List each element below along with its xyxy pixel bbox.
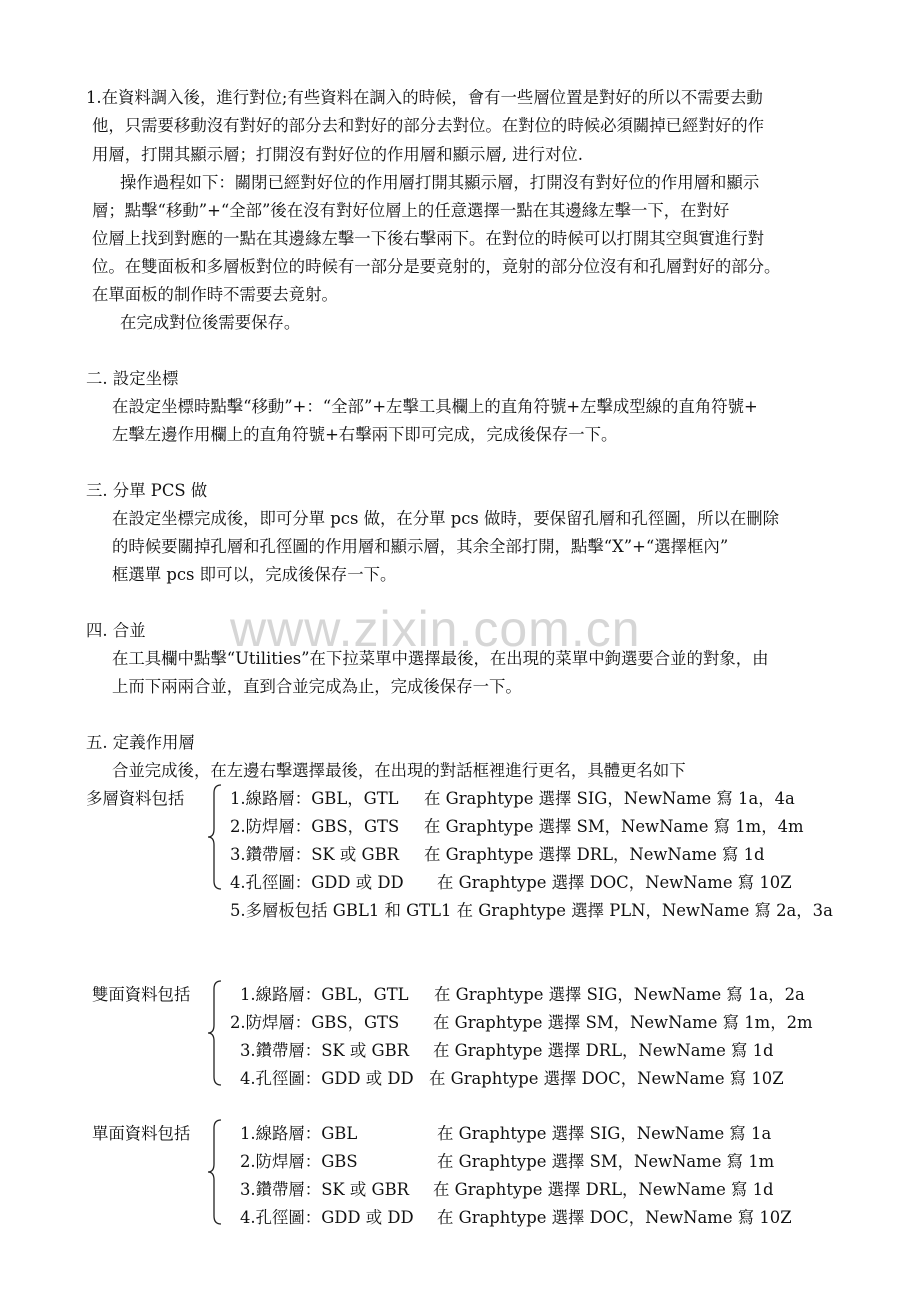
paragraph-line: 操作過程如下：關閉已經對好位的作用層打開其顯示層，打開沒有對好位的作用層和顯示 bbox=[120, 173, 760, 192]
layer-setting: 在 Graphtype 選擇 DRL，NewName 寫 1d bbox=[424, 845, 765, 864]
layer-setting: 在 Graphtype 選擇 DOC，NewName 寫 10Z bbox=[437, 1208, 792, 1227]
layer-setting: 在 Graphtype 選擇 DOC，NewName 寫 10Z bbox=[429, 1069, 784, 1088]
paragraph-line: 在工具欄中點擊“Utilities”在下拉菜單中選擇最後，在出現的菜單中鉤選要合並的對象，由 bbox=[112, 649, 769, 668]
layer-setting: 在 Graphtype 選擇 SM，NewName 寫 1m，2m bbox=[433, 1013, 813, 1032]
paragraph-line: 在完成對位後需要保存。 bbox=[120, 313, 301, 332]
layer-name: 1.線路層：GBL bbox=[240, 1124, 358, 1143]
layer-setting: 在 Graphtype 選擇 DOC，NewName 寫 10Z bbox=[437, 873, 792, 892]
watermark-text: www.zixin.com.cn bbox=[230, 601, 641, 657]
paragraph-line: 左擊左邊作用欄上的直角符號+右擊兩下即可完成，完成後保存一下。 bbox=[112, 425, 618, 444]
section-intro: 合並完成後，在左邊右擊選擇最後，在出現的對話框裡進行更名，具體更名如下 bbox=[112, 761, 686, 780]
curly-brace-icon bbox=[205, 783, 225, 891]
paragraph-line: 在設定坐標完成後，即可分單 pcs 做，在分單 pcs 做時，要保留孔層和孔徑圖，所以在刪除 bbox=[112, 509, 780, 528]
layer-setting: 在 Graphtype 選擇 SIG，NewName 寫 1a bbox=[437, 1124, 772, 1143]
curly-brace-icon bbox=[205, 979, 225, 1087]
paragraph-line: 用層，打開其顯示層；打開沒有對好位的作用層和顯示層, 进行对位. bbox=[92, 145, 583, 164]
layer-name: 2.防焊層：GBS，GTS bbox=[230, 1013, 400, 1032]
paragraph-line: 位層上找到對應的一點在其邊緣左擊一下後右擊兩下。在對位的時候可以打開其空與實進行對 bbox=[92, 229, 765, 248]
layer-name: 1.線路層：GBL，GTL bbox=[240, 985, 409, 1004]
paragraph-line: 框選單 pcs 即可以，完成後保存一下。 bbox=[112, 565, 397, 584]
layer-setting: 在 Graphtype 選擇 DRL，NewName 寫 1d bbox=[433, 1041, 774, 1060]
layer-setting: 在 Graphtype 選擇 SIG，NewName 寫 1a，4a bbox=[424, 789, 795, 808]
layer-setting: 在 Graphtype 選擇 SM，NewName 寫 1m bbox=[437, 1152, 775, 1171]
paragraph-line: 在單面板的制作時不需要去竟射。 bbox=[92, 285, 338, 304]
layer-setting: 在 Graphtype 選擇 DRL，NewName 寫 1d bbox=[433, 1180, 774, 1199]
layer-setting: 在 Graphtype 選擇 SIG，NewName 寫 1a，2a bbox=[434, 985, 805, 1004]
section-heading: 五. 定義作用層 bbox=[86, 733, 195, 752]
paragraph-line: 上而下兩兩合並，直到合並完成為止，完成後保存一下。 bbox=[112, 677, 522, 696]
layer-extra: 5.多層板包括 GBL1 和 GTL1 在 Graphtype 選擇 PLN，NewName 寫 2a，3a bbox=[230, 901, 833, 920]
paragraph-line: 1.在資料調入後，進行對位;有些資料在調入的時候，會有一些層位置是對好的所以不需要去動 bbox=[86, 88, 763, 107]
section-heading: 三. 分單 PCS 做 bbox=[86, 481, 208, 500]
layer-name: 1.線路層：GBL，GTL bbox=[230, 789, 399, 808]
layer-name: 3.鑽帶層：SK 或 GBR bbox=[240, 1180, 409, 1199]
layer-name: 2.防焊層：GBS bbox=[240, 1152, 358, 1171]
layer-name: 4.孔徑圖：GDD 或 DD bbox=[240, 1208, 414, 1227]
paragraph-line: 位。在雙面板和多層板對位的時候有一部分是要竟射的，竟射的部分位沒有和孔層對好的部分。 bbox=[92, 257, 781, 276]
group-label: 單面資料包括 bbox=[92, 1124, 191, 1143]
section-heading: 二. 設定坐標 bbox=[86, 369, 179, 388]
paragraph-line: 的時候要關掉孔層和孔徑圖的作用層和顯示層，其余全部打開，點擊“X”+“選擇框內” bbox=[112, 537, 729, 556]
group-label: 雙面資料包括 bbox=[92, 985, 191, 1004]
paragraph-line: 他，只需要移動沒有對好的部分去和對好的部分去對位。在對位的時候必須關掉已經對好的作 bbox=[92, 116, 765, 135]
layer-name: 3.鑽帶層：SK 或 GBR bbox=[240, 1041, 409, 1060]
paragraph-line: 在設定坐標時點擊“移動”+：“全部”+左擊工具欄上的直角符號+左擊成型線的直角符號+ bbox=[112, 397, 758, 416]
layer-name: 3.鑽帶層：SK 或 GBR bbox=[230, 845, 399, 864]
curly-brace-icon bbox=[205, 1118, 225, 1226]
layer-setting: 在 Graphtype 選擇 SM，NewName 寫 1m，4m bbox=[424, 817, 804, 836]
layer-name: 4.孔徑圖：GDD 或 DD bbox=[230, 873, 404, 892]
paragraph-line: 層；點擊“移動”+“全部”後在沒有對好位層上的任意選擇一點在其邊緣左擊一下，在對好 bbox=[92, 201, 730, 220]
layer-name: 2.防焊層：GBS，GTS bbox=[230, 817, 400, 836]
group-label: 多層資料包括 bbox=[86, 789, 185, 808]
section-heading: 四. 合並 bbox=[86, 621, 146, 640]
layer-name: 4.孔徑圖：GDD 或 DD bbox=[240, 1069, 414, 1088]
